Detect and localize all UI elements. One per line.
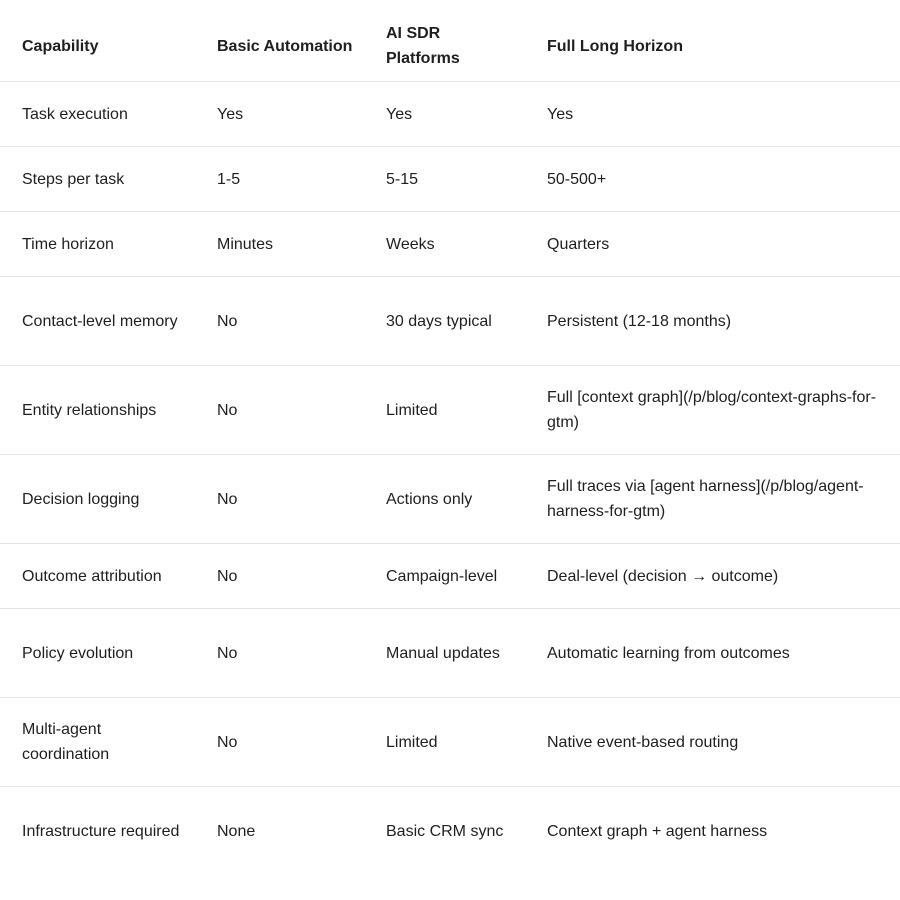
- cell-full-long-horizon: Quarters: [525, 212, 900, 277]
- cell-full-long-horizon: Persistent (12-18 months): [525, 277, 900, 366]
- cell-ai-sdr-platforms: 5-15: [364, 147, 525, 212]
- cell-ai-sdr-platforms: 30 days typical: [364, 277, 525, 366]
- cell-ai-sdr-platforms: Actions only: [364, 455, 525, 544]
- table-row: [0, 544, 900, 609]
- cell-ai-sdr-platforms: Yes: [364, 82, 525, 147]
- table-row: [0, 455, 900, 544]
- cell-full-long-horizon: Context graph + agent harness: [525, 787, 900, 876]
- header-full-long-horizon: Full Long Horizon: [547, 37, 683, 55]
- cell-capability: Steps per task: [0, 147, 195, 212]
- cell-basic-automation: No: [195, 277, 364, 366]
- table-row: [0, 82, 900, 147]
- cell-capability: Outcome attribution: [0, 544, 195, 609]
- table-row: [0, 698, 900, 787]
- cell-ai-sdr-platforms: Basic CRM sync: [364, 787, 525, 876]
- cell-basic-automation: None: [195, 787, 364, 876]
- header-ai-sdr-platforms: AI SDR Platforms: [386, 25, 460, 67]
- cell-capability: Policy evolution: [0, 609, 195, 698]
- header-capability: Capability: [22, 37, 99, 55]
- table-header: [0, 13, 900, 82]
- cell-full-long-horizon: Full traces via [agent harness](/p/blog/agent-harness-for-gtm): [525, 455, 900, 544]
- cell-full-long-horizon: Deal-level (decision → outcome): [525, 544, 900, 609]
- cell-basic-automation: Yes: [195, 82, 364, 147]
- cell-basic-automation: 1-5: [195, 147, 364, 212]
- table-row: [0, 787, 900, 876]
- cell-basic-automation: No: [195, 698, 364, 787]
- header-basic-automation: Basic Automation: [217, 37, 353, 55]
- cell-capability: Time horizon: [0, 212, 195, 277]
- table-row: [0, 609, 900, 698]
- cell-capability: Task execution: [0, 82, 195, 147]
- cell-basic-automation: No: [195, 544, 364, 609]
- cell-full-long-horizon: 50-500+: [525, 147, 900, 212]
- cell-capability: Contact-level memory: [0, 277, 195, 366]
- header-row: [0, 13, 900, 82]
- cell-ai-sdr-platforms: Campaign-level: [364, 544, 525, 609]
- cell-full-long-horizon: Full [context graph](/p/blog/context-graphs-for-gtm): [525, 366, 900, 455]
- table-row: [0, 212, 900, 277]
- cell-capability: Decision logging: [0, 455, 195, 544]
- cell-capability: Entity relationships: [0, 366, 195, 455]
- table-body: [0, 82, 900, 876]
- cell-capability: Multi-agent coordination: [0, 698, 195, 787]
- table-row: [0, 147, 900, 212]
- cell-basic-automation: No: [195, 366, 364, 455]
- cell-ai-sdr-platforms: Limited: [364, 698, 525, 787]
- cell-full-long-horizon: Native event-based routing: [525, 698, 900, 787]
- cell-basic-automation: Minutes: [195, 212, 364, 277]
- table-row: [0, 366, 900, 455]
- table-row: [0, 277, 900, 366]
- cell-full-long-horizon: Automatic learning from outcomes: [525, 609, 900, 698]
- cell-ai-sdr-platforms: Limited: [364, 366, 525, 455]
- cell-basic-automation: No: [195, 455, 364, 544]
- cell-basic-automation: No: [195, 609, 364, 698]
- cell-ai-sdr-platforms: Manual updates: [364, 609, 525, 698]
- cell-capability: Infrastructure required: [0, 787, 195, 876]
- cell-full-long-horizon: Yes: [525, 82, 900, 147]
- comparison-table: [0, 13, 900, 875]
- cell-ai-sdr-platforms: Weeks: [364, 212, 525, 277]
